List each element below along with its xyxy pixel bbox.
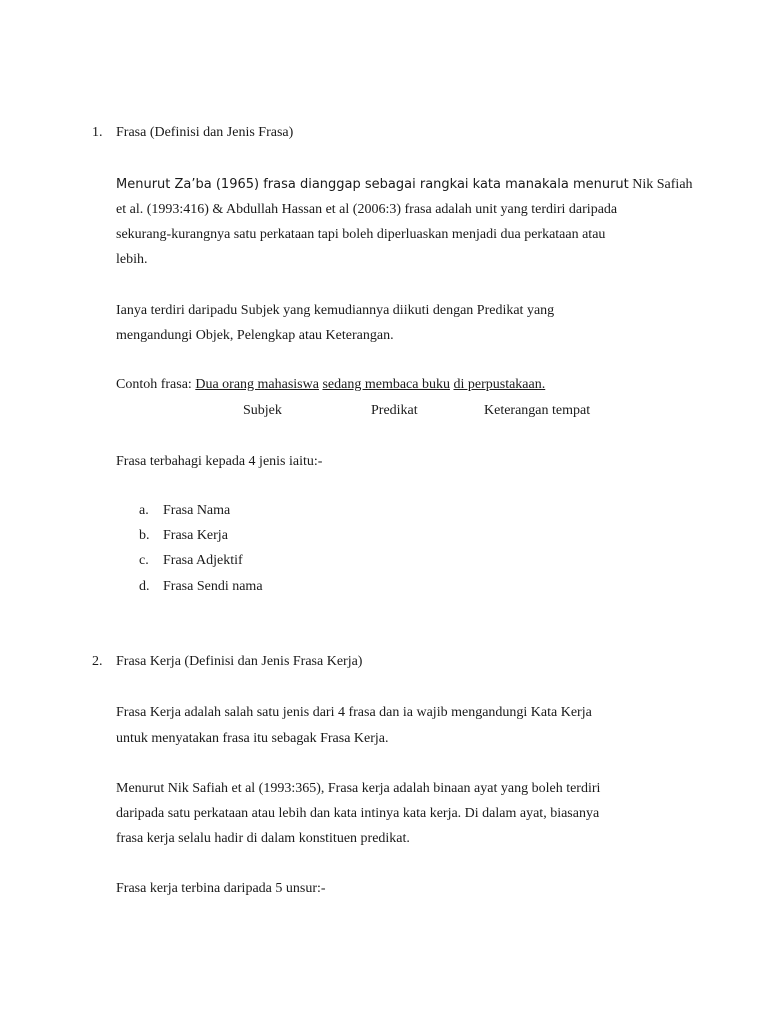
s1-para1-line1 [116,176,693,194]
type-label: Frasa Sendi nama [163,579,263,594]
tag-predicate: Predikat [371,403,418,418]
s2-para1-line2: untuk menyatakan frasa itu sebagak Frasa Kerja. [116,731,389,746]
s2-para1-line1: Frasa Kerja adalah salah satu jenis dari 4 frasa dan ia wajib mengandungi Kata Kerja [116,705,592,720]
section-1-number: 1. [92,125,103,140]
example-sentence [116,376,545,394]
types-intro: Frasa terbahagi kepada 4 jenis iaitu:- [116,454,323,469]
tag-adverbial: Keterangan tempat [484,403,591,418]
s1-para1-line3: sekurang-kurangnya satu perkataan tapi boleh diperluaskan menjadi dua perkataan atau [116,227,606,242]
s1-para2-line2: mengandungi Objek, Pelengkap atau Keterangan. [116,328,394,343]
example-predicate: sedang membaca buku [322,377,450,392]
type-mark: d. [139,579,150,594]
s2-para2-line3: frasa kerja selalu hadir di dalam konstituen predikat. [116,831,410,846]
section-1-heading: Frasa (Definisi dan Jenis Frasa) [116,125,294,140]
type-label: Frasa Nama [163,503,231,518]
s1-para1-line1-a: Menurut Za’ba (1965) frasa dianggap sebagai rangkai kata manakala menurut [116,177,629,192]
section-2-number: 2. [92,654,103,669]
tag-subject: Subjek [243,403,282,418]
s1-para1-line2: et al. (1993:416) & Abdullah Hassan et al (2006:3) frasa adalah unit yang terdiri daripada [116,202,618,217]
type-mark: c. [139,553,149,568]
components-intro: Frasa kerja terbina daripada 5 unsur:- [116,881,326,896]
example-adverbial: di perpustakaan. [453,377,546,392]
s1-para1-line4: lebih. [116,252,148,267]
section-2-heading: Frasa Kerja (Definisi dan Jenis Frasa Kerja) [116,654,363,669]
s1-para2-line1: Ianya terdiri daripadu Subjek yang kemudiannya diikuti dengan Predikat yang [116,303,555,318]
example-label: Contoh frasa: [116,377,196,392]
type-mark: a. [139,503,149,518]
s1-para1-line1-b: Nik Safiah [628,177,693,192]
type-mark: b. [139,528,150,543]
type-label: Frasa Kerja [163,528,228,543]
s2-para2-line2: daripada satu perkataan atau lebih dan kata intinya kata kerja. Di dalam ayat, biasanya [116,806,600,821]
type-label: Frasa Adjektif [163,553,243,568]
example-subject: Dua orang mahasiswa [195,377,319,392]
s2-para2-line1: Menurut Nik Safiah et al (1993:365), Frasa kerja adalah binaan ayat yang boleh terdiri [116,781,601,796]
